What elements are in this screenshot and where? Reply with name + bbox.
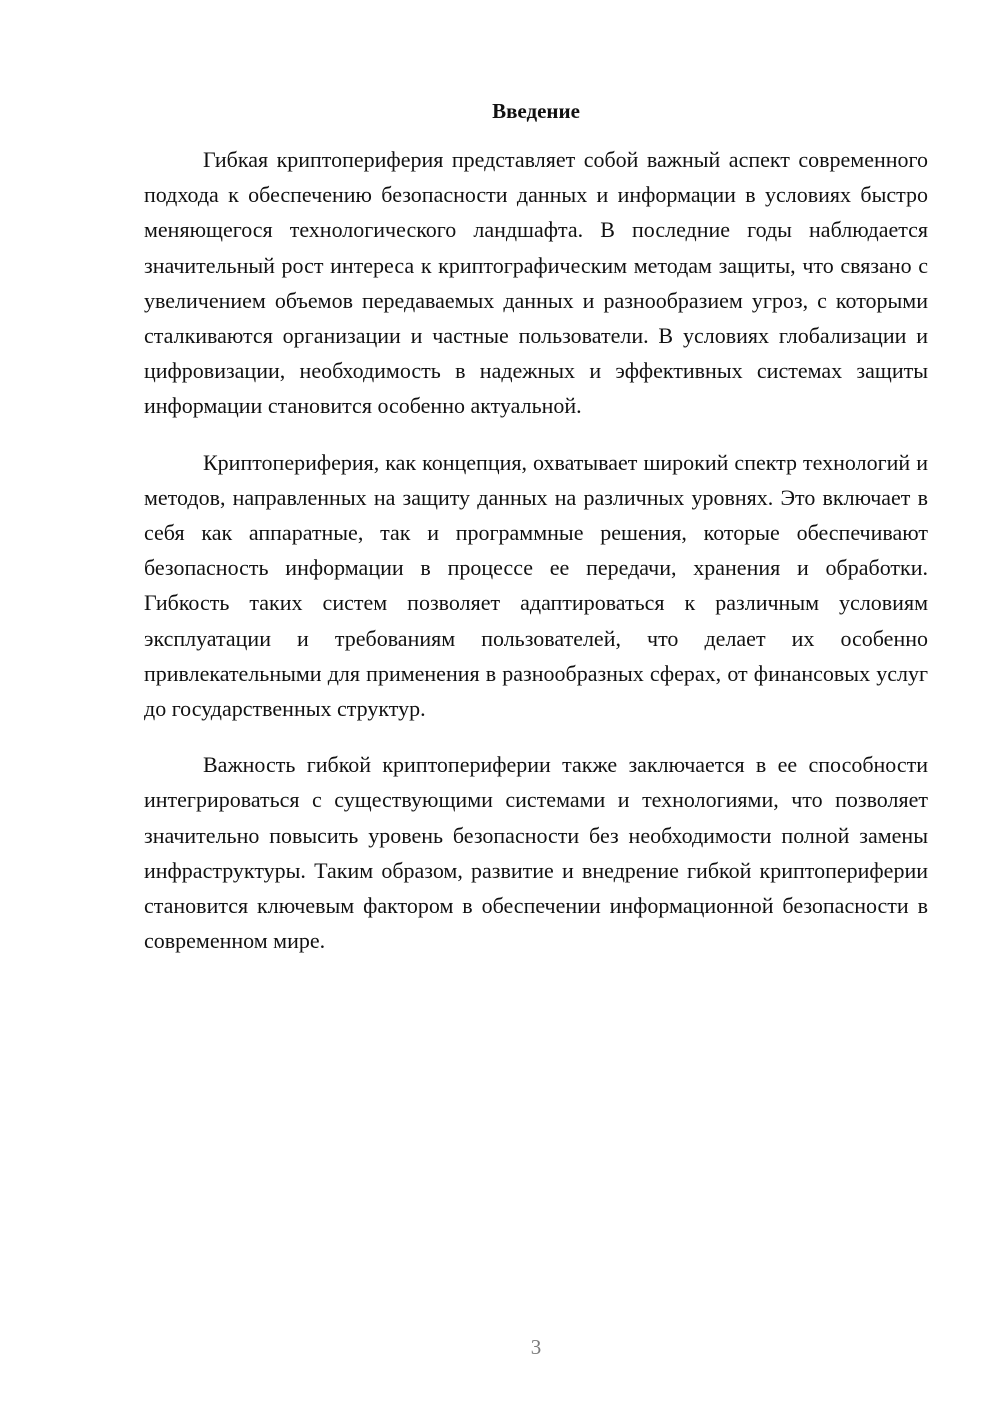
section-title: Введение bbox=[492, 99, 580, 123]
paragraph-2: Криптопериферия, как концепция, охватывает широкий спектр технологий и методов, направленных на защиту данных на различных уровнях. Это включает в себя как аппаратные, так и программные решения, которые обеспечивают безопасность информации в процессе ее передачи, хранения и обработки. Гибкость таких систем позволяет адаптироваться к различным условиям эксплуатации и требованиям пользователей, что делает их особенно привлекательными для применения в разнообразных сферах, от финансовых услуг до государственных структур. bbox=[144, 449, 928, 722]
page-number: 3 bbox=[530, 1335, 542, 1359]
paragraph-1: Гибкая криптопериферия представляет собой важный аспект современного подхода к обеспечению безопасности данных и информации в условиях быстро меняющегося технологического ландшафта. В последние годы наблюдается значительный рост интереса к криптографическим методам защиты, что связано с увеличением объемов передаваемых данных и разнообразием угроз, с которыми сталкиваются организации и частные пользователи. В условиях глобализации и цифровизации, необходимость в надежных и эффективных системах защиты информации становится особенно актуальной. bbox=[144, 147, 928, 419]
paragraph-3: Важность гибкой криптопериферии также заключается в ее способности интегрироваться с существующими системами и технологиями, что позволяет значительно повысить уровень безопасности без необходимости полной замены инфраструктуры. Таким образом, развитие и внедрение гибкой криптопериферии становится ключевым фактором в обеспечении информационной безопасности в современном мире. bbox=[144, 752, 928, 954]
body-text bbox=[144, 142, 928, 958]
